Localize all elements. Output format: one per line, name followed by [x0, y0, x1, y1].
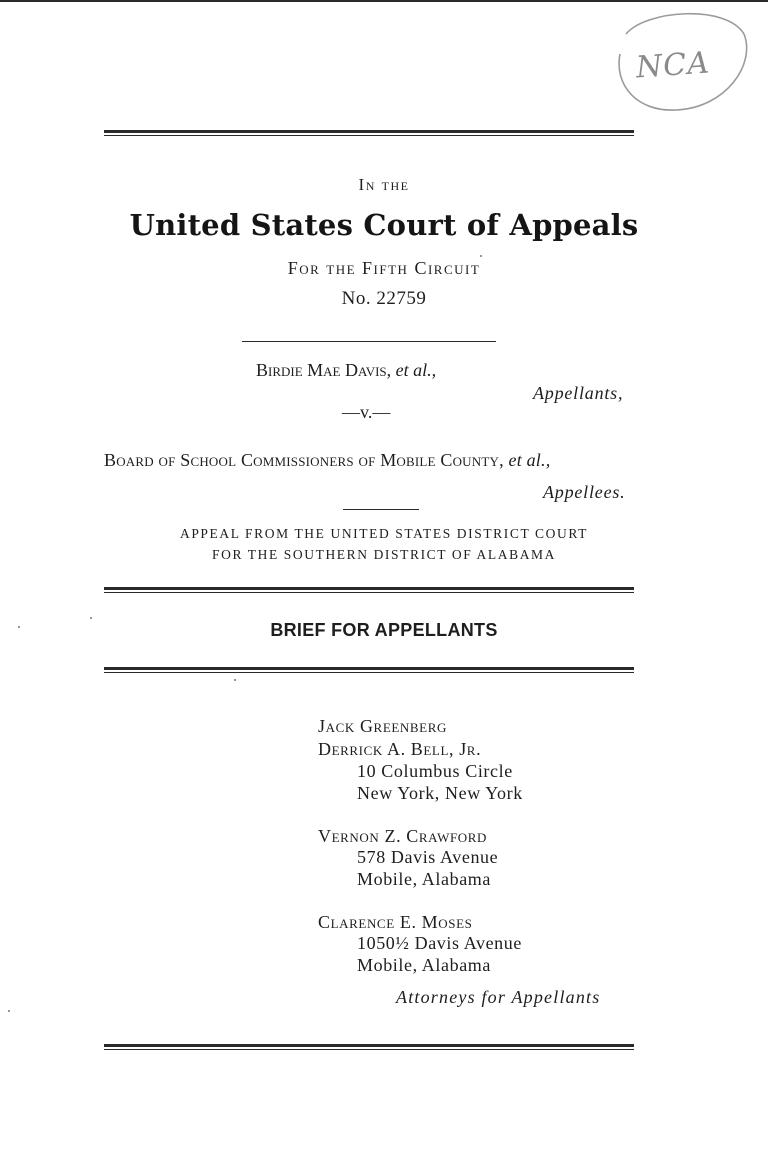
- attorneys-for-label: Attorneys for Appellants: [396, 987, 601, 1007]
- brief-lower-double-rule: [104, 667, 634, 673]
- scan-speck: [480, 255, 482, 257]
- appellee-name: Board of School Commissioners of Mobile County,: [104, 450, 504, 470]
- attorney-address-line: New York, New York: [357, 783, 523, 803]
- divider-rule: [242, 341, 496, 342]
- case-number: No. 22759: [341, 288, 427, 309]
- scan-speck: [90, 617, 92, 619]
- appellee-line: [104, 450, 550, 471]
- scan-speck: [234, 679, 236, 681]
- brief-title: BRIEF FOR APPELLANTS: [270, 620, 498, 640]
- top-double-rule: [104, 130, 634, 136]
- scan-top-edge: [0, 0, 768, 2]
- versus-label: —v.—: [342, 402, 391, 422]
- attorney-name: Clarence E. Moses: [318, 912, 473, 932]
- court-name: United States Court of Appeals: [129, 208, 639, 242]
- attorney-address-line: 578 Davis Avenue: [357, 847, 499, 867]
- scan-speck: [18, 626, 20, 628]
- appellant-etal: et al.,: [395, 360, 437, 380]
- attorney-address-line: Mobile, Alabama: [357, 869, 491, 889]
- circuit-label: For the Fifth Circuit: [287, 258, 481, 278]
- appellants-role: Appellants,: [533, 383, 624, 403]
- appellees-role: Appellees.: [543, 482, 626, 502]
- appellant-line: [256, 360, 436, 381]
- scan-speck: [8, 1010, 10, 1012]
- attorney-address-line: Mobile, Alabama: [357, 955, 491, 975]
- brief-upper-double-rule: [104, 587, 634, 593]
- attorney-name: Vernon Z. Crawford: [318, 826, 488, 846]
- attorney-name: Jack Greenberg: [318, 716, 447, 736]
- appeal-from-line-2: FOR THE SOUTHERN DISTRICT OF ALABAMA: [211, 547, 556, 562]
- attorney-address-line: 10 Columbus Circle: [357, 761, 513, 781]
- attorney-name: Derrick A. Bell, Jr.: [318, 739, 482, 759]
- attorney-address-line: 1050½ Davis Avenue: [357, 933, 522, 953]
- short-divider-rule: [343, 509, 419, 510]
- appeal-from-line-1: APPEAL FROM THE UNITED STATES DISTRICT COURT: [179, 526, 589, 541]
- appellant-name: Birdie Mae Davis,: [256, 360, 392, 380]
- bottom-double-rule: [104, 1044, 634, 1050]
- in-the-label: In the: [358, 175, 410, 194]
- appellee-etal: et al.,: [508, 450, 551, 470]
- handwritten-initials: NCA: [634, 45, 712, 86]
